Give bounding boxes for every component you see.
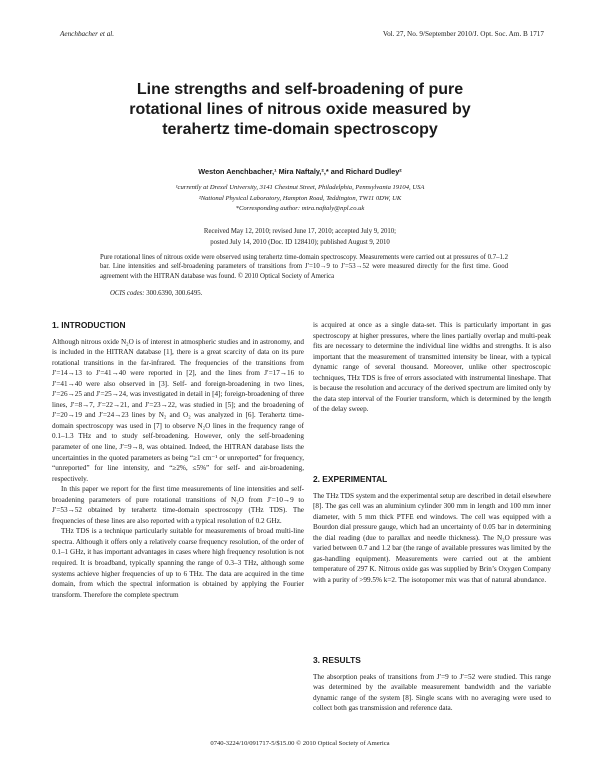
affiliation-1: ¹currently at Drexel University, 3141 Chestnut Street, Philadelphia, Pennsylvania 19104, USA (175, 184, 425, 191)
results-paragraph: The absorption peaks of transitions from J′=9 to J′=52 were studied. This range was determined by the available measurement bandwidth and the variable dynamic range of the system [8]. Single scans with no averaging were used to collect both gas transmission and reference data. (313, 672, 551, 713)
affiliations (40, 183, 560, 215)
title-line-2: rotational lines of nitrous oxide measured by (129, 101, 471, 118)
section-heading-experimental: 2. EXPERIMENTAL (313, 474, 388, 484)
ocis-values: 300.6390, 300.6495. (146, 290, 203, 297)
dates-line-2: posted July 14, 2010 (Doc. ID 128410); published August 9, 2010 (210, 238, 390, 246)
section-heading-results: 3. RESULTS (313, 655, 361, 665)
left-column (52, 320, 304, 600)
paper-title (40, 80, 560, 140)
page-footer: 0740-3224/10/091717-5/$15.00 © 2010 Optical Society of America (210, 740, 390, 747)
right-column-experimental (313, 474, 551, 585)
intro-paragraph-3: THz TDS is a technique particularly suitable for measurements of broad multi-line spectra. Although it offers only a relatively coarse frequency resolution, of the order of 0.1–1 GHz, it has important advantages in cases where high frequency resolution is not required. It is broadband, typically spanning the range of 0.3–3 THz, although some systems achieve higher frequencies of up to 6 THz. The data are acquired in the time domain, from which the spectral information is obtained by applying the Fourier transform. Therefore the complete spectrum (52, 527, 304, 599)
dates-line-1: Received May 12, 2010; revised June 17, 2010; accepted July 9, 2010; (203, 228, 397, 235)
intro-paragraph-4: is acquired at once as a single data-set. This is particularly important in gas spectroscopy at higher pressures, where the lines partially overlap and multi-peak fits are necessary to determine the individual line widths and strengths. It is also important that the measurement of transmitted intensity be linear, with a typical dynamic range of several thousand. Moreover, unlike other spectroscopic techniques, THz TDS is free of errors associated with instrumental lineshape. That is because the resolution and accuracy of the derived spectrum are limited only by the data step interval of the Fourier transform, which is determined by the length of the delay sweep. (313, 321, 551, 414)
corresponding-author: *Corresponding author: mira.naftaly@npl.co.uk (235, 205, 365, 213)
publication-dates (40, 227, 560, 248)
author-list: Weston Aenchbacher,¹ Mira Naftaly,²,* and Richard Dudley² (198, 167, 402, 176)
title-line-3: terahertz time-domain spectroscopy (162, 121, 438, 138)
intro-paragraph-2: In this paper we report for the first time measurements of line intensities and self-broadening parameters of pure rotational transitions of N₂O from J′=10→9 to J′=53→52 obtained by terahertz time-domain spectroscopy (THz TDS). The frequencies of these lines are also reported with a typical resolution of 0.2 GHz. (52, 485, 304, 525)
running-header-left: Aenchbacher et al. (60, 30, 115, 38)
intro-paragraph-1: Although nitrous oxide N₂O is of interest in atmospheric studies and in astronomy, and is included in the HITRAN database [1], there is a great scarcity of data on its pure rotational transitions in the far-infrared. The frequencies of the transitions from J′=14→13 to J′=41→40 were reported in [2], and the lines from J′=17→16 to J′=41→40 were also observed in [3]. Self- and foreign-broadening in two lines, J′=26→25 and J′=25→24, was investigated in detail in [4]; foreign-broadening of three lines, J′=8→7, J′=22→21, and J′=23→22, was studied in [5]; and the broadening of J′=20→19 and J′=24→23 lines by N₂ and O₂ was analyzed in [6]. Terahertz time-domain spectroscopy was used in [7] to observe N₂O lines in the frequency range of 0.1–1.3 THz and to study self-broadening. However, only the self-broadening parameter of one line, J′=9→8, was obtained. Indeed, the HITRAN database lists the uncertainties in the quoted parameters as being “≥1 cm⁻¹ or unreported” for frequency, “unreported” for line intensity, and “≥2%, ≤5%” for self- and air-broadening, respectively. (52, 337, 304, 483)
experimental-paragraph: The THz TDS system and the experimental setup are described in detail elsewhere [8]. The gas cell was an aluminium cylinder 300 mm in length and 100 mm inner diameter, with 5 mm thick PTFE end windows. The cell was equipped with a Bourdon dial pressure gauge, which had an uncertainty of 0.05 bar in determining the dial reading (due to parallax and needle thickness). The N₂O pressure was varied between 0.7 and 1.2 bar (the range of available pressures was limited by the gas-handling equipment). Measurements were carried out at the ambient temperature of 297 K. Nitrous oxide gas was supplied by Brin’s Oxygen Company with a purity of >99.5% k=2. The isotopomer mix was that of natural abundance. (313, 491, 551, 584)
ocis-label: OCIS codes: (110, 290, 145, 297)
right-column-results (313, 655, 551, 714)
title-line-1: Line strengths and self-broadening of pure (136, 81, 464, 98)
affiliation-2: ²National Physical Laboratory, Hampton Road, Teddington, TW11 0DW, UK (198, 194, 402, 202)
abstract: Pure rotational lines of nitrous oxide were observed using terahertz time-domain spectroscopy. Measurements were carried out at pressures of 0.7–1.2 bar. Line intensities and self-broadening parameters of transitions from J′=10→9 to J′=53→52 were measured directly for the first time. Good agreement with the HITRAN database was found. © 2010 Optical Society of America (100, 254, 508, 280)
section-heading-introduction: 1. INTRODUCTION (52, 320, 126, 330)
running-header-right: Vol. 27, No. 9/September 2010/J. Opt. Soc. Am. B 1717 (382, 30, 544, 38)
ocis-codes (110, 290, 202, 297)
right-column-intro (313, 320, 551, 415)
